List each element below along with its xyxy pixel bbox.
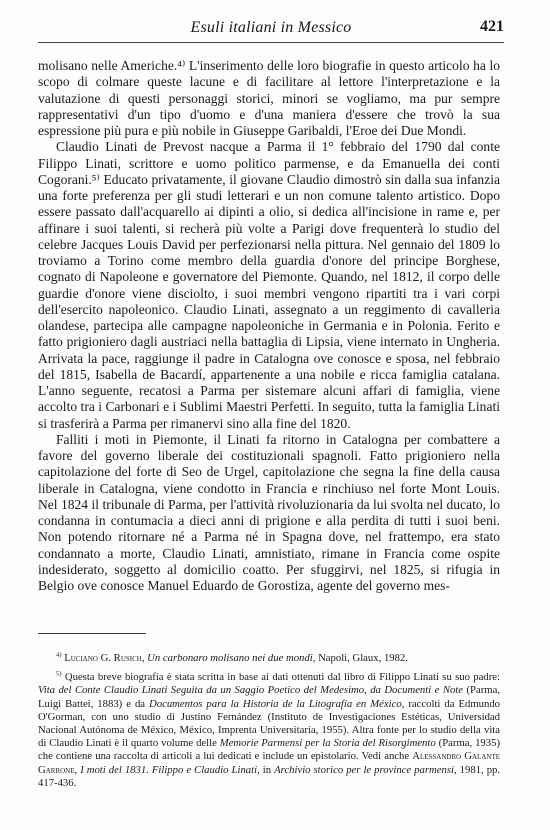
footnote-marker: 5)	[56, 670, 62, 678]
footnote-4	[38, 652, 500, 665]
footnote-text: (Parma, 1935) che contiene una raccolta di articoli a lui dedicati e include un epistolario. Vedi anche	[38, 737, 501, 763]
footnotes	[38, 652, 500, 790]
paragraph-3: Falliti i moti in Piemonte, il Linati fa ritorno in Catalogna per combattere a favore del governo liberale dei costituzionali spagnoli. Fatto prigioniero nella capitolazione del forte di Seo de Urgel, capitolazione che segna la fine della causa liberale in Catalogna, viene condotto in Francia e rinchiuso nel forte Mont Louis. Nel 1824 il tribunale di Parma, per l'attività rivoluzionaria da lui svolta nel ducato, lo condanna in contumacia a dieci anni di prigione e alla perdita di tutti i suoi beni. Non potendo ritornare né a Parma né in Spagna dove, nel frattempo, era stato condannato a morte, Claudio Linati, amnistiato, rimane in Francia come ospite indesiderato, soggetto al domicilio coatto. Per sfuggirvi, nel 1825, si rifugia in Belgio ove conosce Manuel Eduardo de Gorostiza, agente del governo mes-	[38, 431, 500, 593]
footnote-title: Memorie Parmensi per la Storia del Risorgimento	[219, 737, 436, 750]
footnote-title: Un carbonaro molisano nei due mondi,	[147, 652, 316, 664]
footnote-title: Archivio storico per le province parmensi,	[274, 763, 457, 776]
footnote-text: Questa breve biografia è stata scritta in base ai dati ottenuti dal libro di Filippo Linati su suo padre:	[64, 671, 501, 684]
paragraph-1: molisano nelle Americhe.⁴⁾ L'inserimento delle loro biografie in questo articolo ha lo scopo di colmare queste lacune e di facilitare al lettore l'interpretazione e la valutazione di questi personaggi storici, minori se vogliamo, ma pur sempre rappresentativi d'un tipo d'uomo e d'una maniera d'essere che trovò la sua espressione più pura e più nobile in Giuseppe Garibaldi, l'Eroe dei Due Mondi.	[38, 58, 500, 138]
footnote-text: in	[262, 763, 272, 776]
running-header	[38, 18, 504, 43]
footnote-text: raccolti da Edmundo O'Gorman, con uno studio di Justino Fernández (Instituto de Investigaciones Estéticas, Universidad Nacional Autónoma de México, México, Imprenta Universitaria, 1955). Altra fonte per lo studio della vita di Claudio Linati è il quarto volume delle	[38, 697, 501, 750]
paragraph-2: Claudio Linati de Prevost nacque a Parma il 1° febbraio del 1790 dal conte Filippo Linati, scrittore e uomo politico parmense, e da Emanuella dei conti Cogorani.⁵⁾ Educato privatamente, il giovane Claudio dimostrò sin dalla sua infanzia una forte preferenza per gli studi letterari e un non comune talento artistico. Dopo essere passato dall'acquarello ai dipinti a olio, si dedica all'incisione in rame e, per affinare i suoi talenti, si recherà più volte a Parigi dove frequenterà lo studio del celebre Jacques Louis David per perfezionarsi nella pittura. Nel gennaio del 1809 lo troviamo a Torino come membro della guardia d'onore del principe Borghese, cognato di Napoleone e governatore del Piemonte. Quando, nel 1812, il corpo delle guardie d'onore viene disciolto, i suoi membri vengono ripartiti tra i vari corpi dell'esercito napoleonico. Claudio Linati, assegnato a un reggimento di cavalleria olandese, partecipa alle campagne napoleoniche in Germania e in Polonia. Ferito e fatto prigioniero dagli austriaci nella battaglia di Lipsia, viene internato in Ungheria. Arrivata la pace, raggiunge il padre in Catalogna ove conosce e sposa, nel febbraio del 1815, Isabella de Bacardí, appartenente a una nobile e ricca famiglia catalana. L'anno seguente, recatosi a Parma per sistemare alcuni affari di famiglia, viene accolto tra i Carbonari e i Sublimi Maestri Perfetti. In seguito, tutta la famiglia Linati si trasferirà a Parma per rimanervi sino alla fine del 1820.	[38, 139, 500, 431]
footnote-rule	[38, 633, 146, 634]
running-title: Esuli italiani in Messico	[190, 19, 352, 36]
footnote-author: Luciano G. Rusich,	[64, 652, 145, 664]
footnote-title: Documentos para la Historia de la Litografía en México,	[149, 697, 405, 710]
footnote-author: Alessandro Galante Garrone,	[38, 750, 500, 776]
footnote-title: I moti del 1831. Filippo e Claudio Linati,	[80, 763, 260, 776]
footnote-marker: 4)	[56, 651, 62, 659]
footnote-text: (Parma, Luigi Battei, 1883) e da	[38, 684, 500, 710]
page-number: 421	[480, 18, 504, 35]
footnote-text: 1981, pp. 417-436.	[38, 763, 501, 789]
footnote-text: Napoli, Glaux, 1982.	[318, 652, 409, 664]
footnote-5	[38, 671, 500, 790]
footnote-title: Vita del Conte Claudio Linati Seguita da un Saggio Poetico del Medesimo, da Documenti e Note	[38, 684, 464, 697]
main-text	[38, 58, 500, 594]
